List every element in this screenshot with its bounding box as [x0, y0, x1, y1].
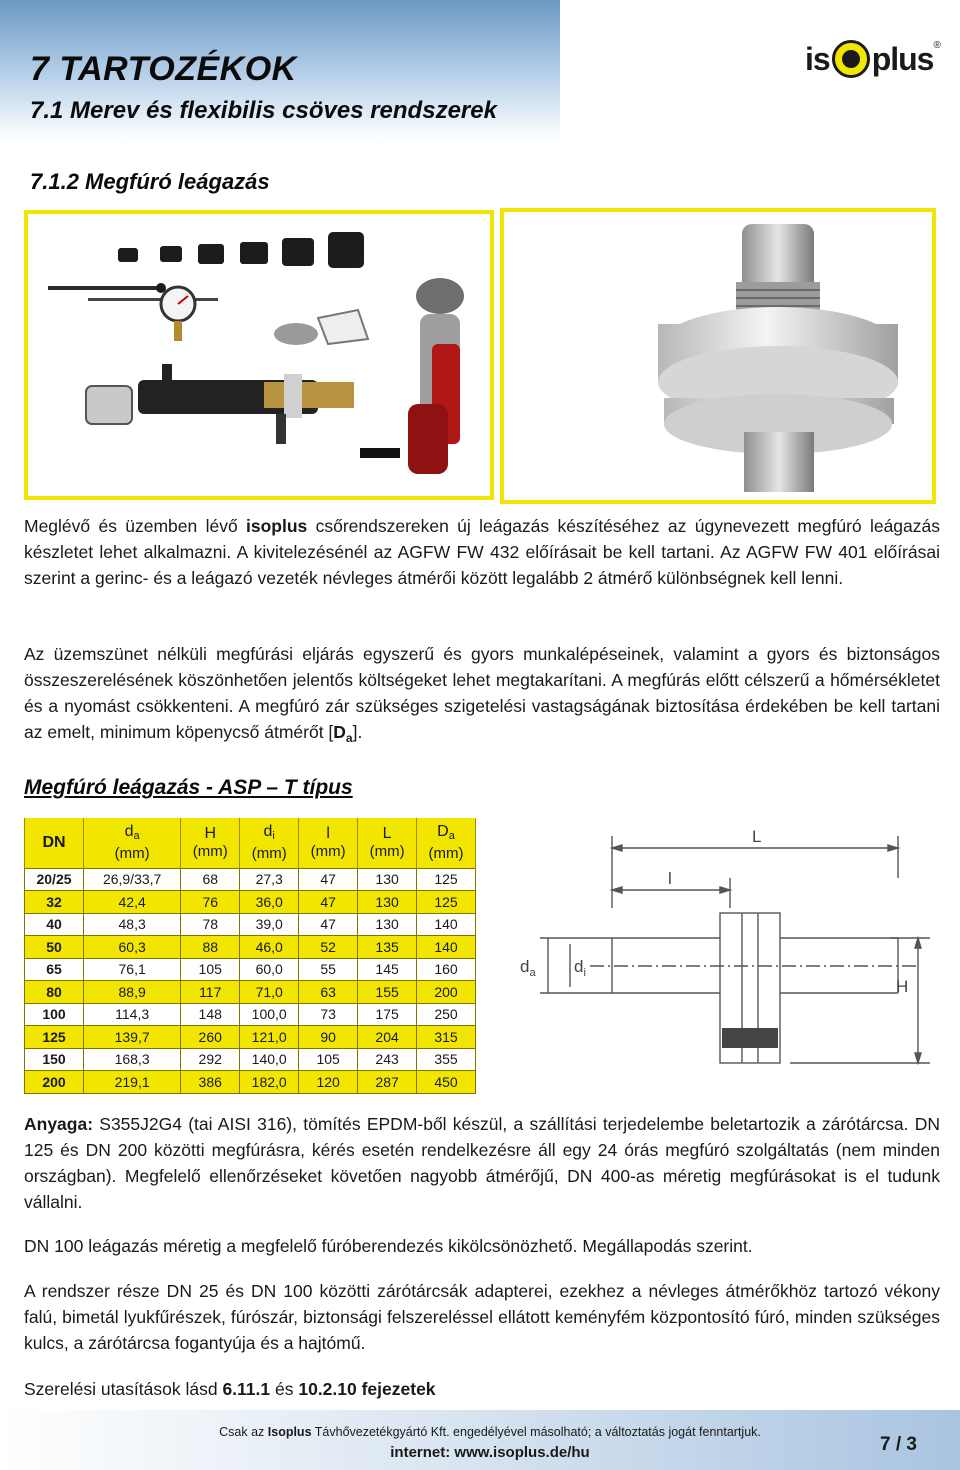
table-header-row — [25, 818, 476, 868]
value-cell: 140 — [417, 936, 476, 959]
value-cell: 125 — [417, 891, 476, 914]
value-cell: 117 — [181, 981, 240, 1004]
fitting-drawing — [490, 818, 940, 1088]
intro-paragraph-2 — [24, 641, 940, 751]
dn-cell: 20/25 — [25, 868, 84, 891]
table-row — [25, 868, 476, 891]
header-unit: (mm) — [310, 842, 346, 860]
table-body — [25, 868, 476, 1093]
table-row — [25, 936, 476, 959]
value-cell: 125 — [417, 868, 476, 891]
logo-registered: ® — [933, 40, 941, 51]
header-unit: (mm) — [428, 844, 464, 862]
value-cell: 260 — [181, 1026, 240, 1049]
column-header — [240, 818, 299, 868]
table-row — [25, 913, 476, 936]
table-row — [25, 981, 476, 1004]
value-cell: 450 — [417, 1071, 476, 1094]
value-cell: 200 — [417, 981, 476, 1004]
value-cell: 182,0 — [240, 1071, 299, 1094]
dn-cell: 150 — [25, 1048, 84, 1071]
value-cell: 292 — [181, 1048, 240, 1071]
dn-cell: 65 — [25, 958, 84, 981]
intro-paragraph-1 — [24, 513, 940, 591]
table-row — [25, 891, 476, 914]
value-cell: 250 — [417, 1003, 476, 1026]
value-cell: 100,0 — [240, 1003, 299, 1026]
value-cell: 73 — [299, 1003, 358, 1026]
value-cell: 39,0 — [240, 913, 299, 936]
subsection-title: 7.1.2 Megfúró leágazás — [30, 169, 270, 194]
header-symbol: Da — [437, 822, 455, 842]
dn-cell: 40 — [25, 913, 84, 936]
logo-text-left: is — [805, 40, 830, 77]
table-row — [25, 1003, 476, 1026]
header-symbol: di — [263, 822, 275, 842]
value-cell: 48,3 — [84, 913, 181, 936]
dn-cell: 200 — [25, 1071, 84, 1094]
value-cell: 105 — [299, 1048, 358, 1071]
header-unit: (mm) — [369, 842, 405, 860]
logo-circle-icon — [832, 40, 870, 78]
system-paragraph: A rendszer része DN 25 és DN 100 közötti zárótárcsák adapterei, ezekhez a névleges átmérőkhöz tartozó vékony falú, bimetál lyukfűrészek, fúrószár, biztonsági felszereléssel ellátott keményfém központosító fúró, minden szükséges kulcs, a zárótárcsa fogantyúja és a hajtómű. — [24, 1281, 940, 1353]
column-header — [417, 818, 476, 868]
rental-paragraph: DN 100 leágazás méretig a megfelelő fúróberendezés kikölcsönözhető. Megállapodás szerint. — [24, 1236, 753, 1256]
install-ref-1[interactable]: 6.11.1 — [222, 1379, 271, 1399]
header-symbol: DN — [42, 833, 66, 851]
value-cell: 135 — [358, 936, 417, 959]
value-cell: 26,9/33,7 — [84, 868, 181, 891]
header-unit: (mm) — [192, 842, 228, 860]
diameter-symbol: D — [333, 722, 346, 742]
header-symbol: l — [326, 824, 330, 842]
value-cell: 27,3 — [240, 868, 299, 891]
value-cell: 140 — [417, 913, 476, 936]
footer-url[interactable]: internet: www.isoplus.de/hu — [390, 1444, 590, 1461]
tapping-tools-photo — [24, 210, 494, 500]
value-cell: 130 — [358, 891, 417, 914]
value-cell: 355 — [417, 1048, 476, 1071]
install-text: Szerelési utasítások lásd — [24, 1379, 223, 1399]
table-row — [25, 1071, 476, 1094]
isoplus-logo — [805, 38, 945, 80]
table-row — [25, 958, 476, 981]
header-symbol: H — [204, 824, 216, 842]
material-label: Anyaga: — [24, 1114, 94, 1134]
value-cell: 168,3 — [84, 1048, 181, 1071]
value-cell: 243 — [358, 1048, 417, 1071]
logo-text-right: plus — [871, 40, 934, 77]
material-paragraph — [24, 1111, 940, 1215]
dn-cell: 125 — [25, 1026, 84, 1049]
column-header — [84, 818, 181, 868]
value-cell: 47 — [299, 913, 358, 936]
drawing-label-L: L — [752, 827, 762, 846]
table-row — [25, 1026, 476, 1049]
value-cell: 36,0 — [240, 891, 299, 914]
column-header — [358, 818, 417, 868]
footer-background — [0, 1410, 960, 1470]
intro-text: csőrendszereken új leágazás készítéséhez az úgynevezett megfúró leágazás készletet lehet alkalmazni. A kivitelezésénél az AGFW FW 432 előírásait be kell tartani. Az AGFW FW 401 előírásai szerint a gerinc- és a leágazó vezeték névleges átmérői között legalább 2 átmérő különbségnek kell lenni. — [24, 516, 940, 588]
value-cell: 140,0 — [240, 1048, 299, 1071]
value-cell: 46,0 — [240, 936, 299, 959]
header-unit: (mm) — [114, 844, 150, 862]
tapping-fitting-photo — [500, 208, 936, 504]
value-cell: 88 — [181, 936, 240, 959]
value-cell: 120 — [299, 1071, 358, 1094]
section-title: 7.1 Merev és flexibilis csöves rendszerek — [30, 97, 497, 124]
drawing-label-H: H — [896, 977, 909, 996]
value-cell: 287 — [358, 1071, 417, 1094]
dn-cell: 32 — [25, 891, 84, 914]
header-unit: (mm) — [251, 844, 287, 862]
spec-table — [24, 818, 476, 1094]
value-cell: 52 — [299, 936, 358, 959]
install-text: és — [270, 1379, 299, 1399]
value-cell: 55 — [299, 958, 358, 981]
value-cell: 47 — [299, 868, 358, 891]
drawing-label-l: l — [668, 869, 672, 888]
value-cell: 160 — [417, 958, 476, 981]
header-symbol: L — [382, 824, 392, 842]
value-cell: 121,0 — [240, 1026, 299, 1049]
value-cell: 78 — [181, 913, 240, 936]
value-cell: 386 — [181, 1071, 240, 1094]
table-title: Megfúró leágazás - ASP – T típus — [24, 776, 353, 799]
value-cell: 88,9 — [84, 981, 181, 1004]
footer-copyright: Csak az Isoplus Távhővezetékgyártó Kft. engedélyével másolható; a változtatás jogát fenntartjuk. — [219, 1425, 761, 1439]
value-cell: 204 — [358, 1026, 417, 1049]
value-cell: 155 — [358, 981, 417, 1004]
dn-cell: 80 — [25, 981, 84, 1004]
table-row — [25, 1048, 476, 1071]
value-cell: 219,1 — [84, 1071, 181, 1094]
value-cell: 145 — [358, 958, 417, 981]
brand-name: isoplus — [246, 516, 308, 536]
intro-text: ]. — [352, 722, 363, 742]
value-cell: 148 — [181, 1003, 240, 1026]
dn-cell: 100 — [25, 1003, 84, 1026]
value-cell: 130 — [358, 868, 417, 891]
value-cell: 315 — [417, 1026, 476, 1049]
chapter-title: 7 TARTOZÉKOK — [30, 50, 297, 88]
install-reference — [24, 1376, 940, 1402]
value-cell: 90 — [299, 1026, 358, 1049]
value-cell: 139,7 — [84, 1026, 181, 1049]
dn-cell: 50 — [25, 936, 84, 959]
header-symbol: da — [124, 822, 140, 842]
value-cell: 63 — [299, 981, 358, 1004]
value-cell: 42,4 — [84, 891, 181, 914]
value-cell: 76,1 — [84, 958, 181, 981]
value-cell: 175 — [358, 1003, 417, 1026]
intro-text: Meglévő és üzemben lévő — [24, 516, 246, 536]
column-header — [181, 818, 240, 868]
material-text: S355J2G4 (tai AISI 316), tömítés EPDM-ből készül, a szállítási terjedelembe beletartozik a zárótárcsa. DN 125 és DN 200 közötti megfúrásra, kérés esetén rendelkezésre áll egy 24 órás megfúró szolgáltatás (nem minden országban). Megfelelő ellenőrzéseket követően nagyobb átmérőjű, DN 400-as méretig megfúrásokat is el tudunk vállalni. — [24, 1114, 940, 1212]
value-cell: 130 — [358, 913, 417, 936]
column-header — [25, 818, 84, 868]
intro-text: Az üzemszünet nélküli megfúrási eljárás egyszerű és gyors munkalépéseinek, valamint a gyors és biztonságos összeszerelésének köszönhetően jelentős költségeket lehet megtakarítani. A megfúrás előtt célszerű a hőmérsékletet és a nyomást csökkenteni. A megfúró zár szükséges szigetelési vastagságának biztosítása érdekében be kell tartani az emelt, minimum köpenycső átmérőt [ — [24, 644, 940, 742]
diameter-subscript: a — [345, 731, 353, 745]
install-ref-2[interactable]: 10.2.10 fejezetek — [298, 1379, 436, 1399]
value-cell: 60,3 — [84, 936, 181, 959]
value-cell: 114,3 — [84, 1003, 181, 1026]
value-cell: 47 — [299, 891, 358, 914]
value-cell: 68 — [181, 868, 240, 891]
column-header — [299, 818, 358, 868]
page-number: 7 / 3 — [880, 1434, 917, 1455]
drawing-label-da: $d_a$ — [520, 957, 536, 979]
value-cell: 60,0 — [240, 958, 299, 981]
value-cell: 71,0 — [240, 981, 299, 1004]
value-cell: 105 — [181, 958, 240, 981]
value-cell: 76 — [181, 891, 240, 914]
drawing-label-di: $d_i$ — [574, 957, 586, 979]
